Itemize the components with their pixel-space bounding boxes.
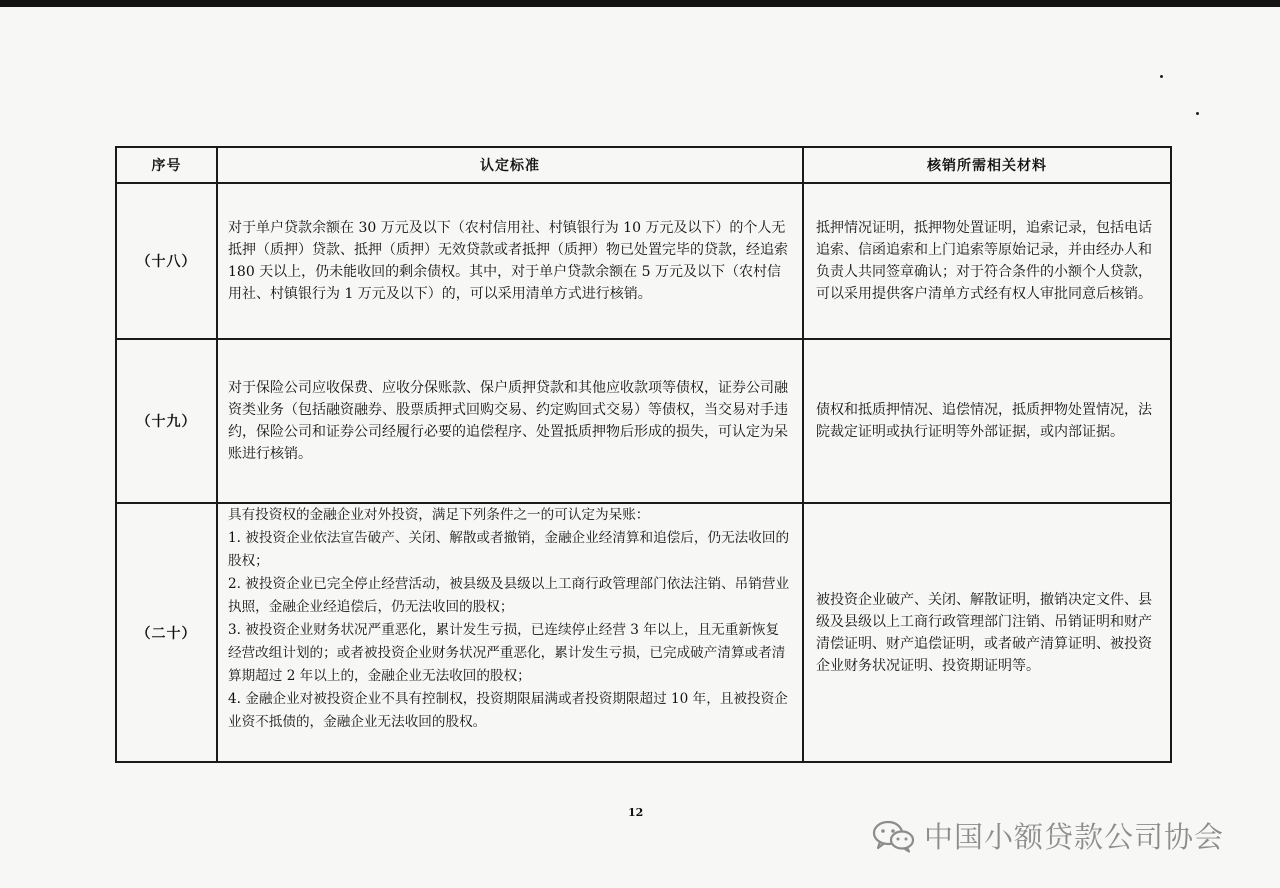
row-standard-text: 对于单户贷款余额在 30 万元及以下（农村信用社、村镇银行为 10 万元及以下）的个人无抵押（质押）贷款、抵押（质押）无效贷款或者抵押（质押）物已处置完毕的贷款，经追索 180 天以上，仍未能收回的剩余债权。其中，对于单户贷款余额在 5 万元及以下（农村信用社、村镇银行为 1 万元及以下）的，可以采用清单方式进行核销。 — [228, 220, 788, 303]
row-standard-text: 对于保险公司应收保费、应收分保账款、保户质押贷款和其他应收款项等债权，证券公司融资类业务（包括融资融券、股票质押式回购交易、约定购回式交易）等债权，当交易对手违约，保险公司和证券公司经履行必要的追偿程序、处置抵质押物后形成的损失，可认定为呆账进行核销。 — [228, 380, 788, 463]
table-row — [116, 503, 1171, 762]
scan-top-edge — [0, 0, 1280, 7]
standard-condition-1: 1. 被投资企业依法宣告破产、关闭、解散或者撤销，金融企业经清算和追偿后，仍无法收回的股权； — [228, 530, 790, 570]
watermark-text: 中国小额贷款公司协会 — [924, 820, 1225, 854]
standard-condition-4: 4. 金融企业对被投资企业不具有控制权，投资期限届满或者投资期限超过 10 年，且被投资企业资不抵债的，金融企业无法收回的股权。 — [228, 691, 788, 731]
table-row — [116, 339, 1171, 503]
row-seq: （十八） — [116, 183, 217, 339]
scan-speck — [1160, 75, 1163, 78]
watermark — [872, 815, 1224, 856]
page-number: 12 — [628, 806, 644, 819]
row-standard — [217, 183, 803, 339]
row-seq: （十九） — [116, 339, 217, 503]
row-standard — [217, 503, 803, 762]
scan-speck — [1196, 112, 1199, 115]
row-materials-text: 被投资企业破产、关闭、解散证明，撤销决定文件、县级及县级以上工商行政管理部门注销、吊销证明和财产清偿证明、财产追偿证明，或者破产清算证明、被投资企业财务状况证明、投资期证明等。 — [816, 591, 1152, 674]
row-materials — [803, 339, 1171, 503]
wechat-icon — [872, 819, 916, 853]
row-materials — [803, 503, 1171, 762]
table-header-row — [116, 147, 1171, 183]
standard-condition-3: 3. 被投资企业财务状况严重恶化，累计发生亏损，已连续停止经营 3 年以上，且无重新恢复经营改组计划的；或者被投资企业财务状况严重恶化，累计发生亏损，已完成破产清算或者清算期超过 2 年以上的，金融企业无法收回的股权； — [228, 622, 786, 685]
standard-condition-2: 2. 被投资企业已完全停止经营活动，被县级及县级以上工商行政管理部门依法注销、吊销营业执照，金融企业经追偿后，仍无法收回的股权； — [228, 576, 790, 616]
row-standard — [217, 339, 803, 503]
row-materials-text: 债权和抵质押情况、追偿情况，抵质押物处置情况，法院裁定证明或执行证明等外部证据，或内部证据。 — [816, 402, 1152, 441]
header-seq: 序号 — [116, 147, 217, 183]
standard-intro: 具有投资权的金融企业对外投资，满足下列条件之一的可认定为呆账： — [228, 507, 650, 524]
header-standard: 认定标准 — [217, 147, 803, 183]
table-row — [116, 183, 1171, 339]
header-materials: 核销所需相关材料 — [803, 147, 1171, 183]
row-seq: （二十） — [116, 503, 217, 762]
row-materials-text: 抵押情况证明，抵押物处置证明，追索记录，包括电话追索、信函追索和上门追索等原始记录，并由经办人和负责人共同签章确认；对于符合条件的小额个人贷款，可以采用提供客户清单方式经有权人审批同意后核销。 — [816, 220, 1152, 303]
row-materials — [803, 183, 1171, 339]
write-off-criteria-table — [115, 146, 1172, 763]
